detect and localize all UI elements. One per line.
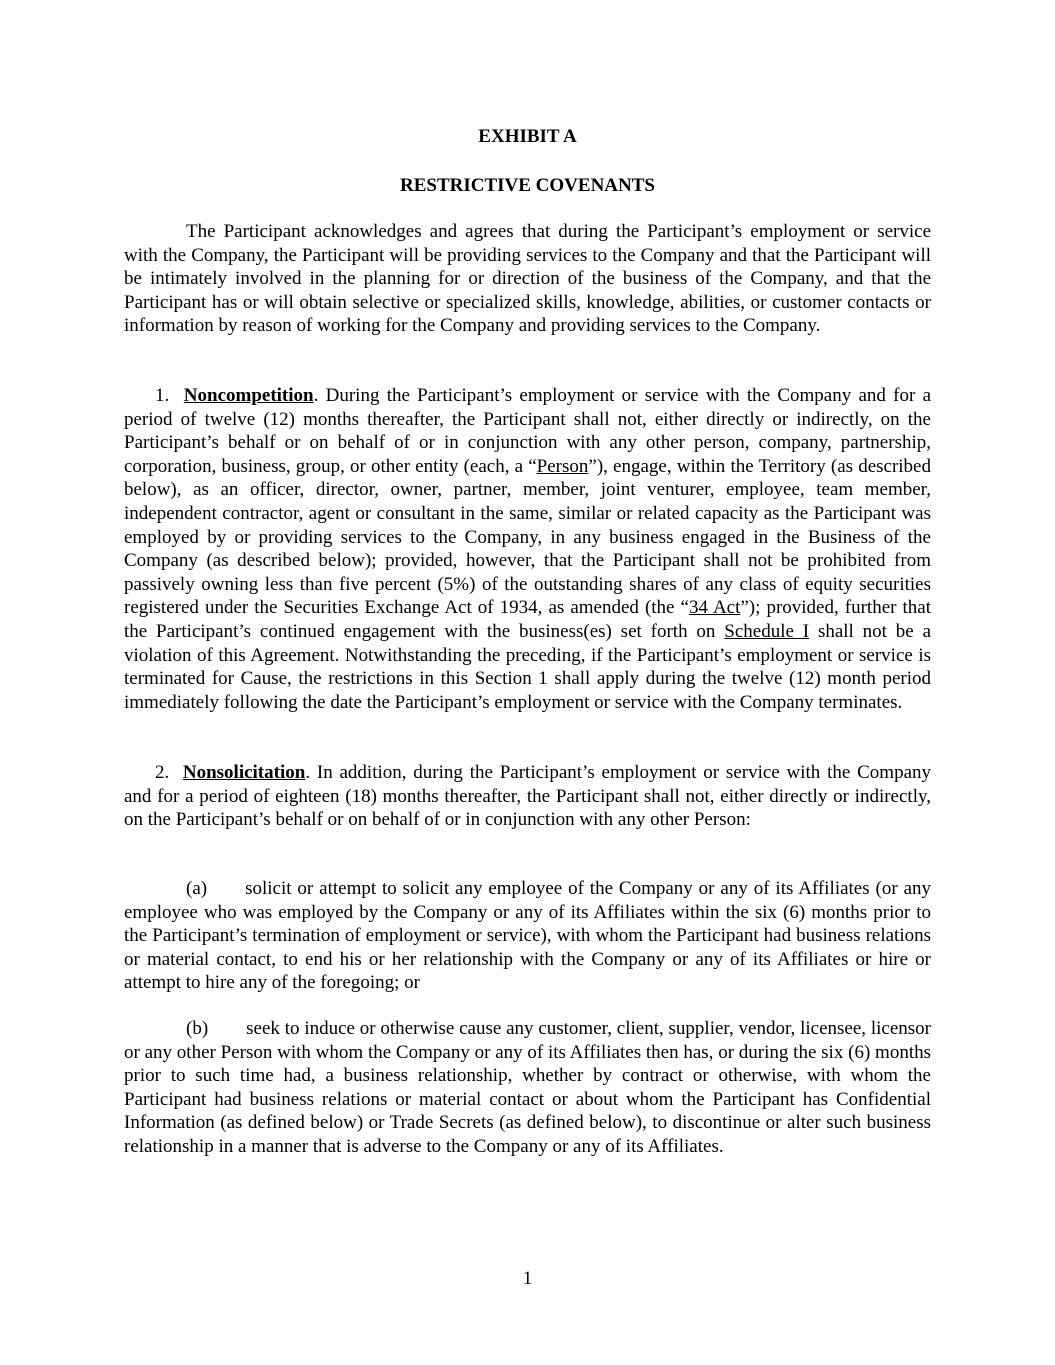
section-1-text-c: ”); provided, further that the Participant’s continued engagement with the business(es) set forth on: [124, 597, 931, 642]
section-2-text: . In addition, during the Participant’s employment or service with the Company and for a period of eighteen (18) months thereafter, the Participant shall not, either directly or indirectly, on the Participant’s behalf or on behalf of or in conjunction with any other Person:: [124, 762, 931, 831]
page-number: 1: [522, 1268, 533, 1289]
section-title: RESTRICTIVE COVENANTS: [400, 175, 655, 196]
clause-b-text: seek to induce or otherwise cause any customer, client, supplier, vendor, licensee, licensor or any other Person with whom the Company or any of its Affiliates then has, or during the six (6) months prior to such time had, a business relationship, whether by contract or otherwise, with whom the Participant had business relations or material contact or about whom the Participant has Confidential Information (as defined below) or Trade Secrets (as defined below), to discontinue or alter such business relationship in a manner that is adverse to the Company or any of its Affiliates.: [124, 1018, 931, 1157]
section-2-number: 2.: [155, 762, 170, 783]
defined-term-34-act: 34 Act: [688, 597, 741, 619]
clause-a-paragraph: [124, 877, 931, 995]
exhibit-title: EXHIBIT A: [478, 126, 577, 147]
section-1-paragraph: [124, 384, 931, 714]
schedule-reference: Schedule I: [724, 620, 810, 642]
clause-b-paragraph: [124, 1017, 931, 1159]
defined-term-person: Person: [536, 455, 589, 477]
section-1-number: 1.: [155, 385, 170, 406]
intro-paragraph: The Participant acknowledges and agrees that during the Participant’s employment or service with the Company, the Participant will be providing services to the Company and that the Participant will be intimately involved in the planning for or direction of the business of the Company, and that the Participant has or will obtain selective or specialized skills, knowledge, abilities, or customer contacts or information by reason of working for the Company and providing services to the Company.: [124, 221, 931, 337]
clause-a-label: (a): [186, 878, 208, 899]
section-1-text-d: shall not be a violation of this Agreement. Notwithstanding the preceding, if the Participant’s employment or service is terminated for Cause, the restrictions in this Section 1 shall apply during the twelve (12) month period immediately following the date the Participant’s employment or service with the Company terminates.: [124, 620, 932, 713]
clause-a-text: solicit or attempt to solicit any employee of the Company or any of its Affiliates (or any employee who was employed by the Company or any of its Affiliates within the six (6) months prior to the Participant’s termination of employment or service), with whom the Participant had business relations or material contact, to end his or her relationship with the Company or any of its Affiliates or hire or attempt to hire any of the foregoing; or: [124, 878, 931, 994]
section-1-text-a: . During the Participant’s employment or service with the Company and for a period of twelve (12) months thereafter, the Participant shall not, either directly or indirectly, on the Participant’s behalf or on behalf of or in conjunction with any other person, company, partnership, corporation, business, group, or other entity (each, a “: [124, 385, 932, 477]
clause-b-label: (b): [186, 1018, 209, 1039]
section-1-heading: Noncompetition: [183, 385, 314, 406]
section-2-heading: Nonsolicitation: [182, 762, 306, 783]
section-2-paragraph: [124, 761, 931, 832]
section-1-text-b: ”), engage, within the Territory (as described below), as an officer, director, owner, partner, member, joint venturer, employee, team member, independent contractor, agent or consultant in the same, similar or related capacity as the Participant was employed by or providing services to the Company, in any business engaged in the Business of the Company (as described below); provided, however, that the Participant shall not be prohibited from passively owning less than five percent (5%) of the outstanding shares of any class of equity securities registered under the Securities Exchange Act of 1934, as amended (the “: [124, 455, 931, 619]
